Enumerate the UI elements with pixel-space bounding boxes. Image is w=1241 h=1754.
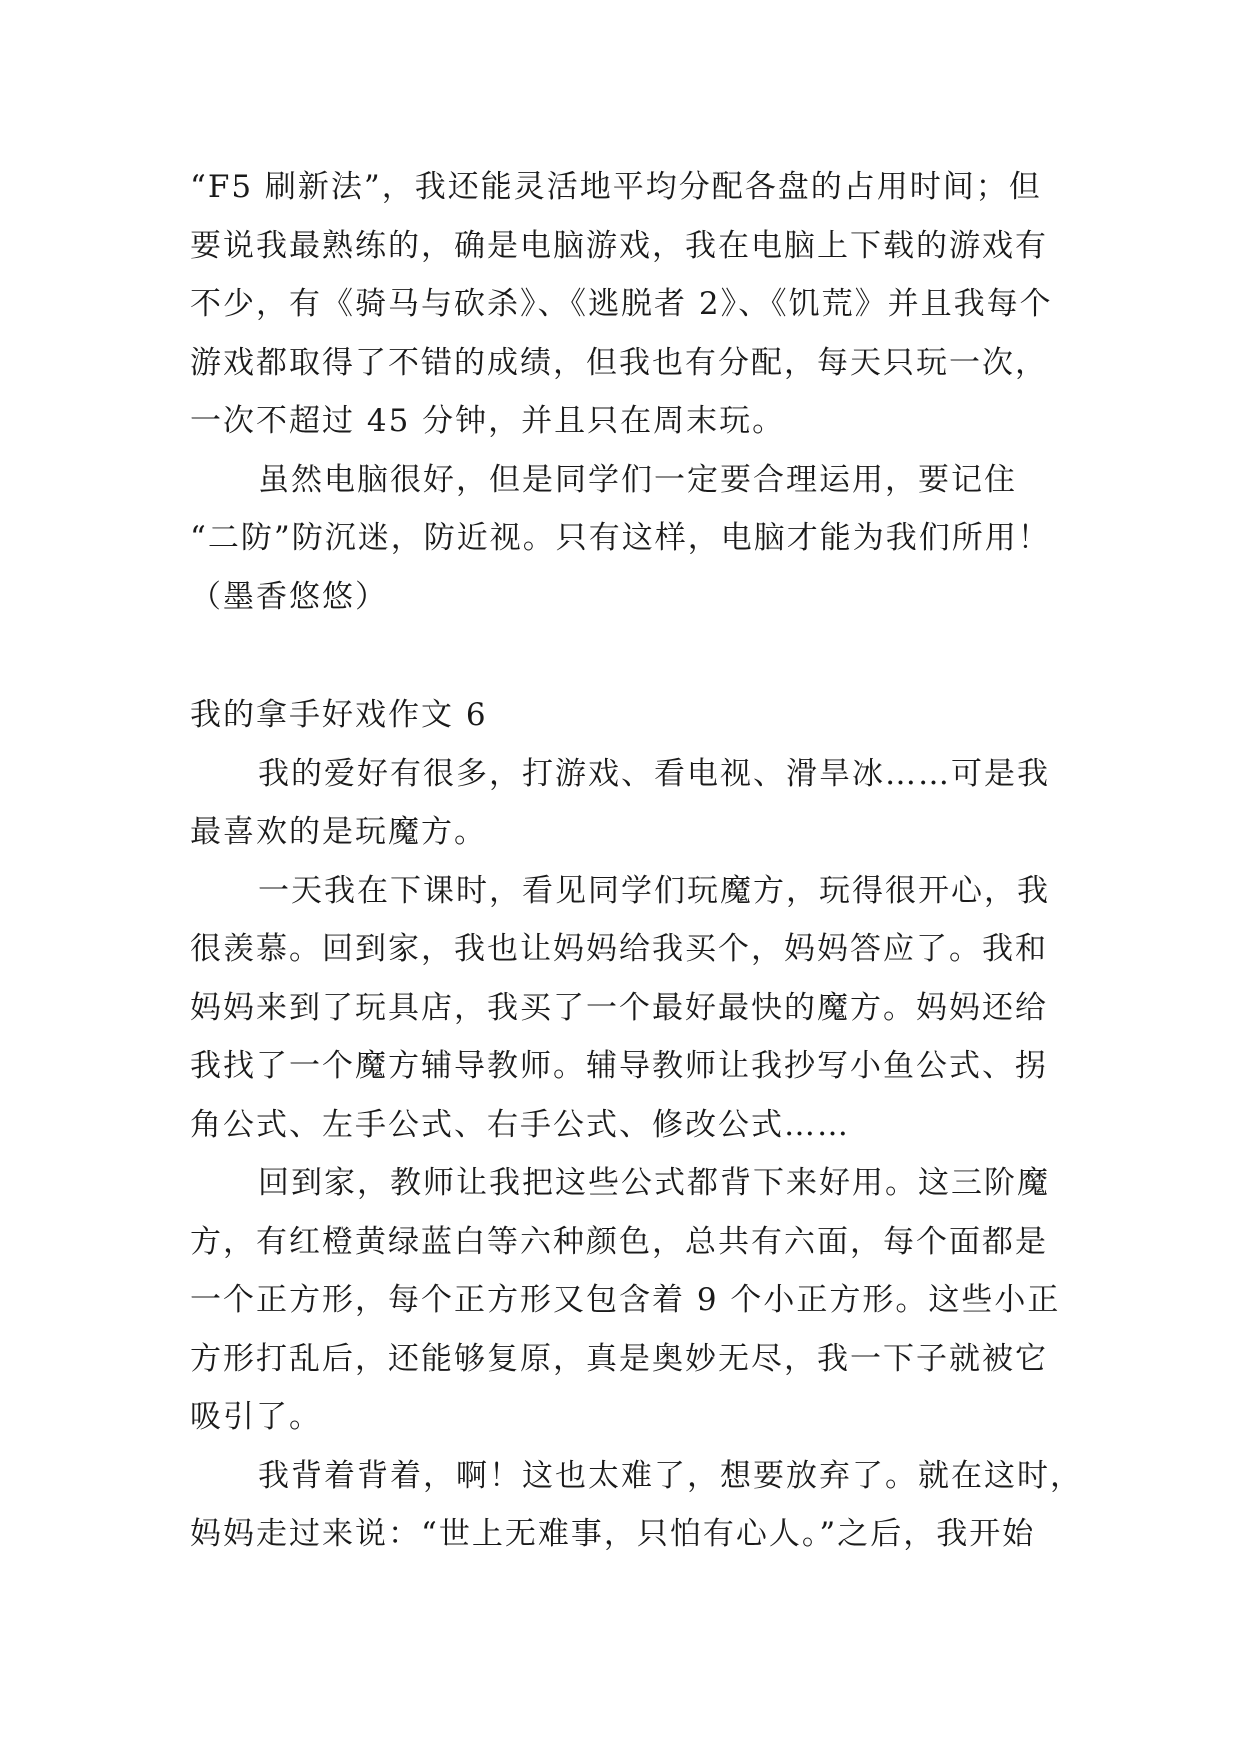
- text-line: 不少，有《骑马与砍杀》、《逃脱者 2》、《饥荒》并且我每个: [190, 286, 1053, 322]
- text-line: 游戏都取得了不错的成绩，但我也有分配，每天只玩一次，: [190, 344, 1048, 381]
- text-line: 一天我在下课时，看见同学们玩魔方，玩得很开心，我: [258, 872, 1050, 909]
- text-line: 要说我最熟练的，确是电脑游戏，我在电脑上下载的游戏有: [190, 227, 1048, 264]
- paragraph-2: [190, 862, 1050, 1155]
- text-line: 很羡慕。回到家，我也让妈妈给我买个，妈妈答应了。我和: [190, 931, 1048, 967]
- text-line: “二防”防沉迷，防近视。只有这样，电脑才能为我们所用！: [190, 520, 1051, 556]
- paragraph-3: [190, 1154, 1061, 1447]
- text-line: 虽然电脑很好，但是同学们一定要合理运用，要记住: [258, 461, 1017, 498]
- text-line: 我背着背着，啊！这也太难了，想要放弃了。就在这时，: [258, 1457, 1083, 1494]
- text-line: 妈妈走过来说：“世上无难事，只怕有心人。”之后，我开始: [190, 1516, 1036, 1552]
- text-line: 吸引了。: [190, 1399, 322, 1435]
- text-line: 一个正方形，每个正方形又包含着 9 个小正方形。这些小正: [190, 1282, 1061, 1318]
- paragraph-4: [190, 1447, 1083, 1564]
- text-line: 方，有红橙黄绿蓝白等六种颜色，总共有六面，每个面都是: [190, 1223, 1048, 1260]
- text-line: 一次不超过 45 分钟，并且只在周末玩。: [190, 403, 786, 439]
- text-line: 回到家，教师让我把这些公式都背下来好用。这三阶魔: [258, 1165, 1050, 1201]
- text-line: 最喜欢的是玩魔方。: [190, 814, 487, 850]
- continued-paragraph: [190, 158, 1053, 451]
- text-line: “F5 刷新法”，我还能灵活地平均分配各盘的占用时间；但: [190, 169, 1042, 205]
- text-line: 我找了一个魔方辅导教师。辅导教师让我抄写小鱼公式、拐: [190, 1048, 1048, 1084]
- essay-title: 我的拿手好戏作文 6: [190, 697, 488, 733]
- document-body: [190, 158, 1083, 1564]
- text-line: 方形打乱后，还能够复原，真是奥妙无尽，我一下子就被它: [190, 1340, 1048, 1377]
- text-line: （墨香悠悠）: [190, 578, 388, 615]
- closing-paragraph: [190, 451, 1050, 627]
- section-gap: [190, 626, 1050, 686]
- text-line: 我的爱好有很多，打游戏、看电视、滑旱冰……可是我: [258, 755, 1050, 792]
- paragraph-1: [190, 745, 1050, 862]
- text-line: 角公式、左手公式、右手公式、修改公式……: [190, 1106, 850, 1143]
- text-line: 妈妈来到了玩具店，我买了一个最好最快的魔方。妈妈还给: [190, 989, 1048, 1026]
